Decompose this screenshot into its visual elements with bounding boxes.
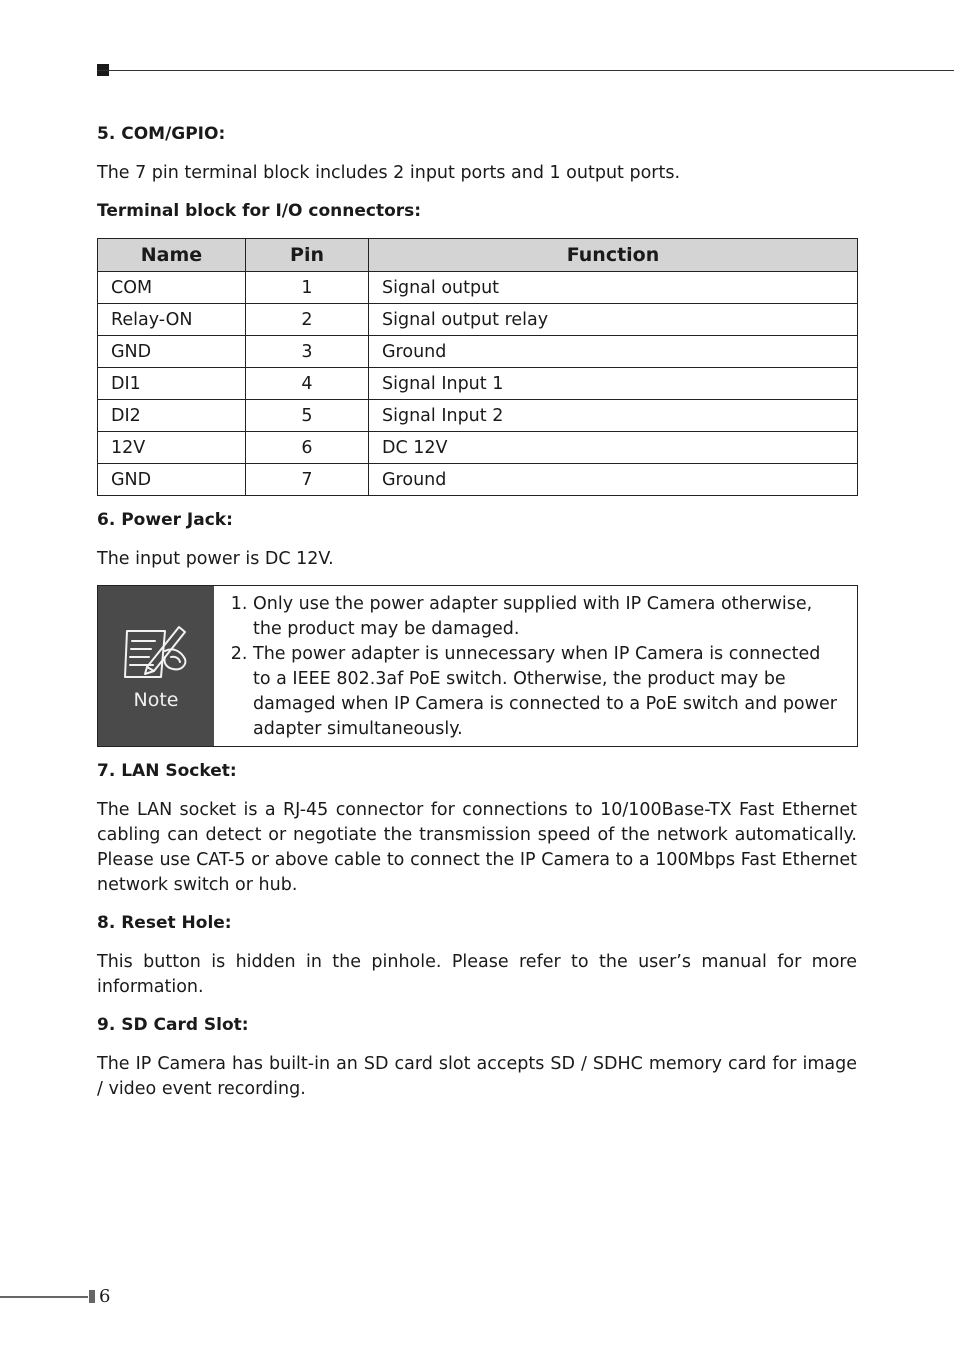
cell-pin: 2 [246,304,369,336]
io-connector-table [97,238,858,496]
table-header-row [98,239,858,272]
table-row [98,432,858,464]
cell-name: Relay-ON [98,304,246,336]
header-name: Name [98,239,246,272]
note-box [97,585,858,747]
cell-pin: 6 [246,432,369,464]
cell-name: DI2 [98,400,246,432]
note-label: Note [133,689,179,711]
table-row [98,400,858,432]
header-rule [97,70,954,71]
footer-mark [89,1290,95,1303]
footer-rule [0,1296,88,1298]
note-list [226,592,843,742]
cell-name: GND [98,464,246,496]
note-body [214,586,857,746]
section-heading-com-gpio: 5. COM/GPIO: [97,124,226,144]
reset-hole-text: This button is hidden in the pinhole. Please refer to the user’s manual for more information. [97,952,857,997]
table-row [98,336,858,368]
cell-pin: 7 [246,464,369,496]
cell-pin: 1 [246,272,369,304]
com-gpio-text: The 7 pin terminal block includes 2 input ports and 1 output ports. [97,163,681,183]
page-number: 6 [99,1286,111,1307]
cell-function: Ground [369,464,858,496]
power-jack-text: The input power is DC 12V. [97,549,334,569]
section-heading-sd-card: 9. SD Card Slot: [97,1015,249,1035]
cell-pin: 4 [246,368,369,400]
list-item: 2. The power adapter is unnecessary when IP Camera is connected to a IEEE 802.3af PoE switch. Otherwise, the product may be damaged when IP Camera is connected to a PoE switch and power adapter simultaneously. [253,642,843,742]
table-row [98,368,858,400]
cell-function: Signal output relay [369,304,858,336]
list-item: 1. Only use the power adapter supplied with IP Camera otherwise, the product may be damaged. [253,592,843,642]
sd-card-text: The IP Camera has built-in an SD card slot accepts SD / SDHC memory card for image / video event recording. [97,1054,857,1099]
header-pin: Pin [246,239,369,272]
cell-function: Ground [369,336,858,368]
cell-function: Signal Input 1 [369,368,858,400]
table-row [98,272,858,304]
lan-socket-text: The LAN socket is a RJ-45 connector for connections to 10/100Base-TX Fast Ethernet cabling can detect or negotiate the transmission speed of the network automatically. Please use CAT-5 or above cable to connect the IP Camera to a 100Mbps Fast Ethernet network switch or hub. [97,800,857,895]
section-heading-lan-socket: 7. LAN Socket: [97,761,237,781]
page-content [97,122,857,1115]
table-row [98,304,858,336]
cell-name: GND [98,336,246,368]
cell-pin: 5 [246,400,369,432]
cell-name: DI1 [98,368,246,400]
cell-name: COM [98,272,246,304]
cell-pin: 3 [246,336,369,368]
section-heading-reset-hole: 8. Reset Hole: [97,913,232,933]
header-function: Function [369,239,858,272]
cell-function: Signal output [369,272,858,304]
cell-name: 12V [98,432,246,464]
table-row [98,464,858,496]
cell-function: Signal Input 2 [369,400,858,432]
note-sidebar [98,586,214,746]
cell-function: DC 12V [369,432,858,464]
note-writing-icon [121,621,191,683]
table-caption: Terminal block for I/O connectors: [97,201,422,221]
section-heading-power-jack: 6. Power Jack: [97,510,233,530]
